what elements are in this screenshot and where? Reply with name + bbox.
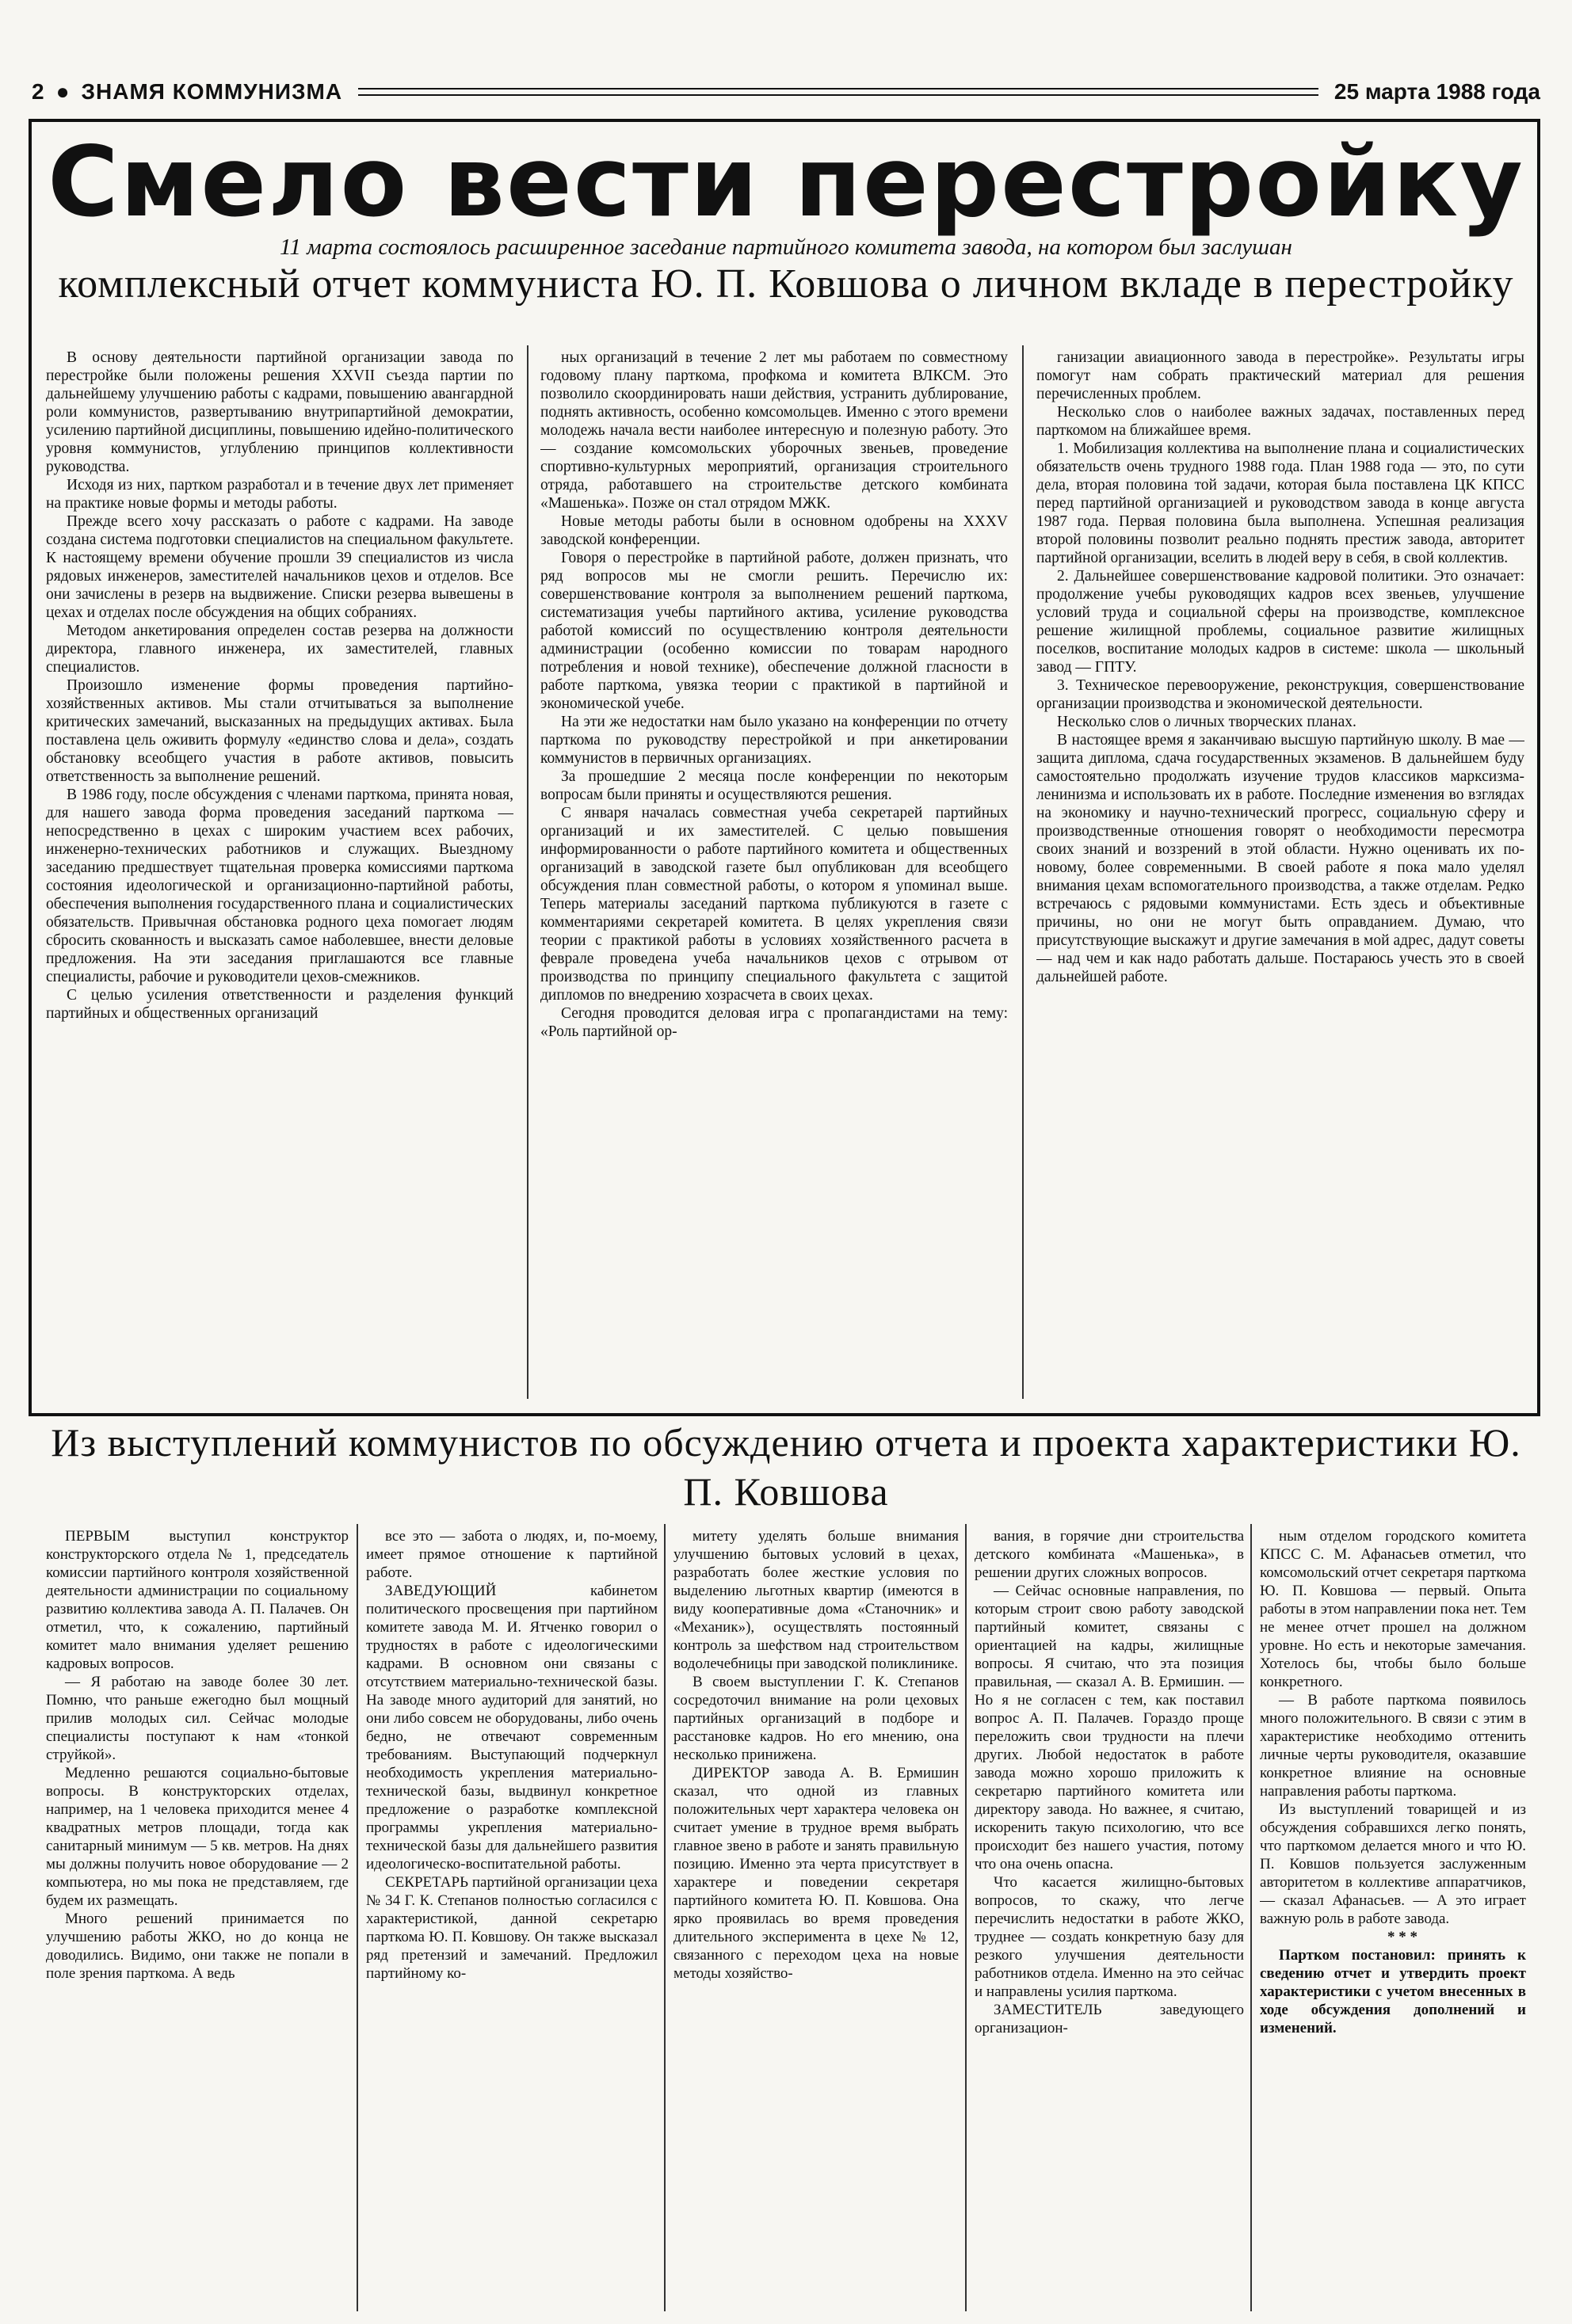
- paragraph: ЗАМЕСТИТЕЛЬ заведующего организацион-: [975, 2002, 1244, 2036]
- paragraph: На эти же недостатки нам было указано на конференции по отчету парткома по руководству перестройкой и при анкетировании коммунистов в первичных организациях.: [540, 714, 1008, 767]
- paragraph: Несколько слов о наиболее важных задачах, поставленных перед парткомом на ближайшее время.: [1036, 404, 1524, 439]
- newspaper-name: ЗНАМЯ КОММУНИЗМА: [81, 79, 343, 104]
- paragraph: 2. Дальнейшее совершенствование кадровой политики. Это означает: продолжение учебы руководящих кадров всех звеньев, улучшение условий труда и социальной сферы на производстве, комплексное решение жилищной проблемы, социальное развитие жилищных поселков, воспитание молодых кадров в системе: школа — школьный завод — ГПТУ.: [1036, 568, 1524, 676]
- paragraph: Сегодня проводится деловая игра с пропагандистами на тему: «Роль партийной ор-: [540, 1005, 1008, 1040]
- paragraph: — Я работаю на заводе более 30 лет. Помню, что раньше ежегодно был мощный прилив молодых сил. Сейчас молодые специалисты поступают к нам «тонкой струйкой».: [46, 1674, 349, 1763]
- paragraph: — В работе парткома появилось много положительного. В связи с этим в характеристике необходимо оттенить личные черты руководителя, оказавшие конкретное влияние на основные направления работы парткома.: [1260, 1692, 1526, 1800]
- paragraph: В 1986 году, после обсуждения с членами парткома, принята новая, для нашего завода форма проведения заседаний парткома — непосредственно в цехах с широким участием всех рабочих, инженерно-технических работников и служащих. Выездному заседанию предшествует тщательная проверка комиссиями парткома состояния идеологической и организационно-партийной работы, обеспечения выполнения государственного плана и социалистических обязательств. Привычная обстановка родного цеха помогает людям сбросить скованность и высказать самое наболевшее, внести деловые предложения. На эти заседания приглашаются все главные специалисты, рабочие и руководители цехов-смежников.: [46, 787, 513, 985]
- paragraph: За прошедшие 2 месяца после конференции по некоторым вопросам были приняты и осуществляются решения.: [540, 768, 1008, 803]
- paragraph: митету уделять больше внимания улучшению бытовых условий в цехах, разработать более жесткие условия по выделению льготных квартир (имеются в виду кооперативные дома «Станочник» и «Механик»), осуществлять постоянный контроль за шефством над строительством водолечебницы при заводской поликлинике.: [673, 1528, 959, 1672]
- separator-stars: * * *: [1387, 1929, 1417, 1945]
- column-divider: [965, 1524, 967, 2311]
- paragraph: 3. Техническое перевооружение, реконструкция, совершенствование организации производства и экономической деятельности.: [1036, 677, 1524, 712]
- paragraph: ным отделом городского комитета КПСС С. М. Афанасьев отметил, что комсомольский отчет секретаря парткома Ю. П. Ковшова — первый. Опыта работы в этом направлении пока нет. Тем не менее отчет прошел на должном уровне. Но есть и некоторые замечания. Хотелось бы, чтобы было больше конкретного.: [1260, 1528, 1526, 1690]
- paragraph: Медленно решаются социально-бытовые вопросы. В конструкторских отделах, например, на 1 человека приходится менее 4 квадратных метров площади, тогда как санитарный минимум — 5 кв. метров. На днях мы должны получить новое оборудование — 2 компьютера, но мы пока не представляем, где будем их размещать.: [46, 1765, 349, 1909]
- paragraph: В основу деятельности партийной организации завода по перестройке были положены решения XXVII съезда партии по дальнейшему улучшению работы с кадрами, повышению авангардной роли коммунистов, развертыванию внутрипартийной демократии, усилению партийной дисциплины, повышению идейно-политического уровня коммунистов, углублению принципов коллективности руководства.: [46, 349, 513, 475]
- column-divider: [664, 1524, 666, 2311]
- paragraph: Исходя из них, партком разработал и в течение двух лет применяет на практике новые формы и методы работы.: [46, 477, 513, 512]
- paragraph: ных организаций в течение 2 лет мы работаем по совместному годовому плану парткома, профкома и комитета ВЛКСМ. Это позволило скоординировать наши действия, устранить дублирование, поднять активность, особенно комсомольцев. Именно с этого времени молодежь начала вести наиболее интересную и полезную работу. Это — создание комсомольских уборочных звеньев, проведение спортивно-культурных мероприятий, организация строительного отряда, работавшего на строительстве детского комбината «Машенька». Позже он стал отрядом МЖК.: [540, 349, 1008, 512]
- paragraph: все это — забота о людях, и, по-моему, имеет прямое отношение к партийной работе.: [366, 1528, 658, 1581]
- paragraph: 1. Мобилизация коллектива на выполнение плана и социалистических обязательств очень трудного 1988 года. План 1988 года — это, по сути дела, вторая половина той задачи, которая была поставлена ЦК КПСС перед партийной организацией и руководством завода в конце августа 1987 года. Первая половина была выполнена. Успешная реализация второй половины позволит реально поднять престиж завода, авторитет партийной организации, вселить в людей веру в себя, в свой коллектив.: [1036, 440, 1524, 566]
- paragraph: Прежде всего хочу рассказать о работе с кадрами. На заводе создана система подготовки специалистов на специальном факультете. К настоящему времени обучение прошли 39 специалистов из числа рядовых инженеров, заместителей начальников цехов и отделов. Все они зачислены в резерв на выдвижение. Списки резерва вывешены в цехах и отделах после обсуждения на общих собраниях.: [46, 513, 513, 621]
- bullet-icon: ●: [55, 79, 71, 104]
- issue-date: 25 марта 1988 года: [1334, 79, 1540, 104]
- speeches-column-5: [1260, 1527, 1526, 2311]
- paragraph: В своем выступлении Г. К. Степанов сосредоточил внимание на роли цеховых партийных организаций в подборе и расстановке кадров. Но его мнению, она несколько принижена.: [673, 1674, 959, 1763]
- paragraph: В настоящее время я заканчиваю высшую партийную школу. В мае — защита диплома, сдача государственных экзаменов. В дальнейшем буду самостоятельно продолжать изучение трудов классиков марксизма-ленинизма и использовать их в работе. Последние изменения во взглядах на экономику и научно-технический прогресс, социальную сферу и производственные отношения говорят о необходимости пересмотра своих знаний и воззрений в этой области. Нужно оценивать их по-новому, более современными. В своей работе я пока мало уделял внимания цехам вспомогательного производства, а также отделам. Редко встречаюсь с рядовыми коммунистами. Есть здесь и объективные причины, но они не могут быть оправданием. Думаю, что присутствующие выскажут и другие замечания в мой адрес, дадут советы — над чем и как надо работать дальше. Постараюсь учесть это в своей дальнейшей работе.: [1036, 732, 1524, 985]
- report-column-3: [1036, 349, 1524, 1399]
- resolution: Партком постановил: принять к сведению отчет и утвердить проект характеристики с учетом внесенных в ходе обсуждения дополнений и изменений.: [1260, 1947, 1526, 2036]
- paragraph: С целью усиления ответственности и разделения функций партийных и общественных организаций: [46, 987, 513, 1022]
- paragraph: ДИРЕКТОР завода А. В. Ермишин сказал, что одной из главных положительных черт характера человека он считает умение в трудное время выбрать главное звено в работе и занять правильную позицию. Именно эта черта присутствует в характере и поведении секретаря партийного комитета Ю. П. Ковшова. Она ярко проявилась во время проведения длительного эксперимента в цехе № 12, связанного с переходом цеха на новые методы хозяйство-: [673, 1765, 959, 1982]
- paragraph: Много решений принимается по улучшению работы ЖКО, но до конца не доводились. Видимо, они также не попали в поле зрения парткома. А ведь: [46, 1911, 349, 1982]
- speeches-column-4: [975, 1527, 1244, 2311]
- masthead-rule: [358, 88, 1318, 96]
- speeches-column-2: [366, 1527, 658, 2311]
- section-heading: Из выступлений коммунистов по обсуждению отчета и проекта характеристики Ю. П. Ковшова: [51, 1420, 1521, 1514]
- speeches-column-1: [46, 1527, 349, 2311]
- page-number: 2: [32, 79, 45, 104]
- subhead-large: комплексный отчет коммуниста Ю. П. Ковшова о личном вкладе в перестройку: [58, 261, 1514, 307]
- paragraph: — Сейчас основные направления, по которым строит свою работу заводской партийный комитет, связаны с ориентацией на кадры, жилищные вопросы. Я считаю, что эта позиция правильная, — сказал А. В. Ермишин. — Но я не согласен с тем, как поставил вопрос А. П. Палачев. Гораздо проще переложить свои трудности на плечи других. Любой недостаток в работе завода можно хорошо приложить к секретарю партийного комитета или директору завода. Но важнее, я считаю, искоренить такую психологию, что все происходит без нашего участия, потому что она очень опасна.: [975, 1583, 1244, 1873]
- paragraph: Из выступлений товарищей и из обсуждения собравшихся легко понять, что парткомом делается много и что Ю. П. Ковшов пользуется заслуженным авторитетом в коллективе аппаратчиков, — сказал Афанасьев. — А это играет важную роль в работе завода.: [1260, 1801, 1526, 1927]
- report-column-1: [46, 349, 513, 1399]
- column-divider: [357, 1524, 358, 2311]
- report-column-2: [540, 349, 1008, 1399]
- masthead-bar: [32, 78, 1540, 106]
- column-divider: [1250, 1524, 1252, 2311]
- paragraph: С января началась совместная учеба секретарей партийных организаций и их заместителей. С целью повышения информированности о работе партийного комитета и общественных организаций в заводской газете был опубликован для всеобщего обсуждения план совместной работы, о котором я упоминал выше. Теперь материалы заседаний парткома публикуются в газете с комментариями секретарей комитета. В целях укрепления связи теории с практикой работы в условиях хозяйственного расчета в феврале проведена учеба начальников цехов с отрывом от производства по принципу специального факультета с защитой дипломов по внедрению хозрасчета в своих цехах.: [540, 805, 1008, 1004]
- paragraph: Произошло изменение формы проведения партийно-хозяйственных активов. Мы стали отчитываться за выполнение критических замечаний, высказанных на предыдущих активах. Была поставлена цель оживить формулу «единство слова и дела», создать обстановку всеобщего участия в работе активов, повысить ответственность за выполнение решений.: [46, 677, 513, 785]
- headline: Смело вести перестройку: [48, 126, 1524, 238]
- column-divider: [527, 345, 528, 1399]
- paragraph: Несколько слов о личных творческих планах.: [1057, 714, 1356, 730]
- subhead-italic: 11 марта состоялось расширенное заседание партийного комитета завода, на котором был заслушан: [280, 234, 1292, 260]
- column-divider: [1022, 345, 1024, 1399]
- paragraph: ганизации авиационного завода в перестройке». Результаты игры помогут нам собрать практический материал для решения перечисленных проблем.: [1036, 349, 1524, 402]
- paragraph: СЕКРЕТАРЬ партийной организации цеха № 34 Г. К. Степанов полностью согласился с характеристикой, данной секретарю парткома Ю. П. Ковшову. Он также высказал ряд претензий и замечаний. Предложил партийному ко-: [366, 1874, 658, 1982]
- paragraph: ЗАВЕДУЮЩИЙ кабинетом политического просвещения при партийном комитете завода М. И. Ятченко говорил о трудностях в работе с идеологическими кадрами. В основном они связаны с отсутствием материально-технической базы. На заводе много аудиторий для занятий, но они либо совсем не оборудованы, либо очень бедно, не отвечают современным требованиям. Выступающий подчеркнул необходимость укрепления материально-технической базы, выдвинул конкретное предложение о разработке комплексной программы укрепления материально-технической базы для дальнейшего развития идеологическо-воспитательной работы.: [366, 1583, 658, 1873]
- paragraph: ПЕРВЫМ выступил конструктор конструкторского отдела № 1, председатель комиссии партийного контроля хозяйственной деятельности администрации по социальному развитию коллектива завода А. П. Палачев. Он отметил, что, к сожалению, партийный комитет мало внимания уделяет решению кадровых вопросов.: [46, 1528, 349, 1672]
- paragraph: вания, в горячие дни строительства детского комбината «Машенька», в решении других сложных вопросов.: [975, 1528, 1244, 1581]
- paragraph: Методом анкетирования определен состав резерва на должности директора, главного инженера, их заместителей, главных специалистов.: [46, 623, 513, 676]
- paragraph: Говоря о перестройке в партийной работе, должен признать, что ряд вопросов мы не смогли решить. Перечислю их: совершенствование контроля за выполнением решений парткома, систематизация учебы партийного актива, усиление руководства работой комиссий по осуществлению контроля деятельности администрации (особенно комиссии по товарам народного потребления и новой технике), обеспечение должной гласности в работе парткома, увязка теории с практикой в партийной и экономической учебе.: [540, 550, 1008, 712]
- masthead: [32, 79, 342, 105]
- paragraph: Новые методы работы были в основном одобрены на XXXV заводской конференции.: [540, 513, 1008, 548]
- speeches-column-3: [673, 1527, 959, 2311]
- paragraph: Что касается жилищно-бытовых вопросов, то скажу, что легче перечислить недостатки в работе ЖКО, труднее — создать конкретную базу для резкого улучшения деятельности работников отдела. Именно на это сейчас и направлены усилия парткома.: [975, 1874, 1244, 2000]
